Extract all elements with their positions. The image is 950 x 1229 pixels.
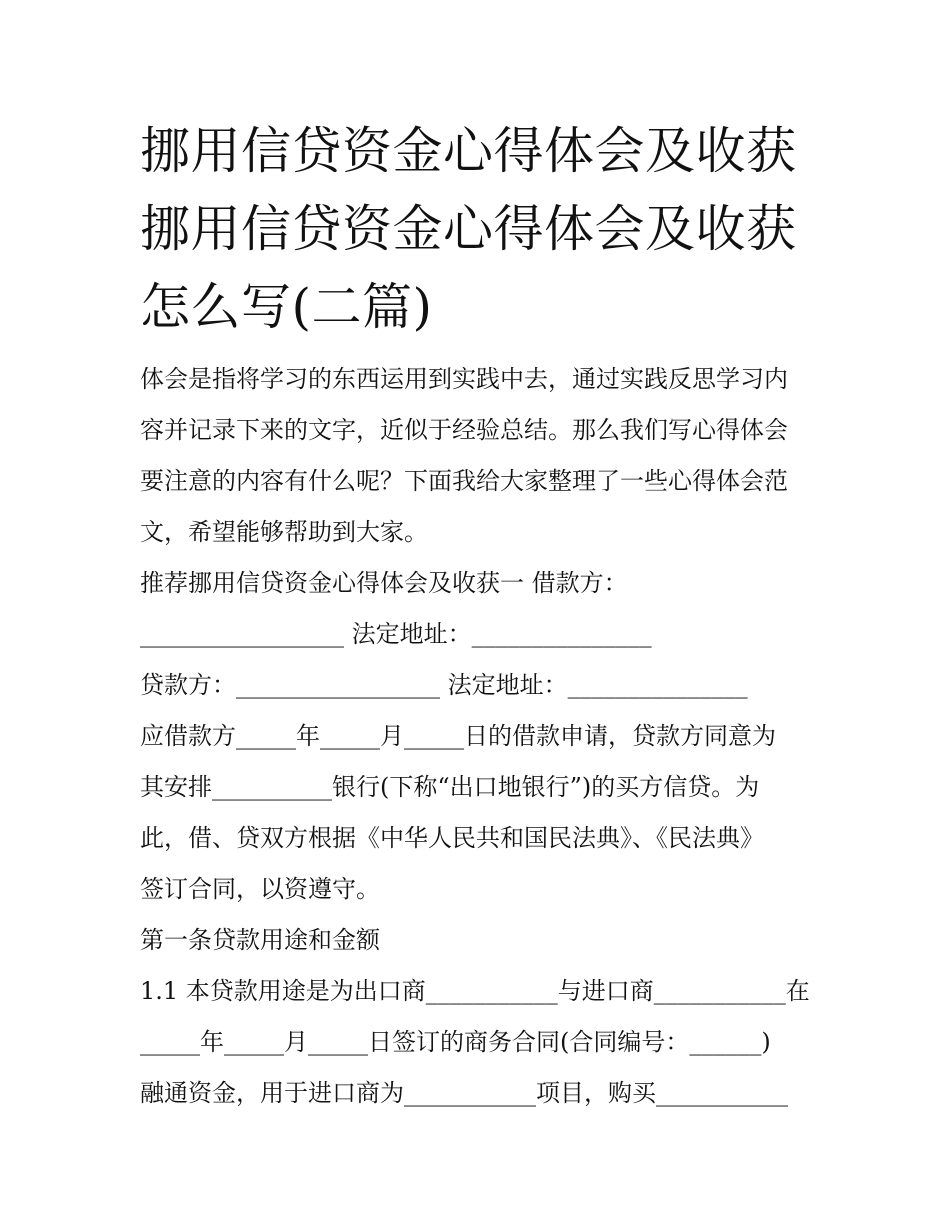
title-line: 怎么写(二篇) bbox=[140, 278, 433, 336]
intro-line: 文，希望能够帮助到大家。 bbox=[140, 518, 428, 546]
lender-line: 贷款方：_________________ 法定地址：_______________ bbox=[140, 671, 748, 699]
section-heading: 推荐挪用信贷资金心得体会及收获一 借款方： bbox=[140, 569, 628, 597]
contract-text-line: 此，借、贷双方根据《中华人民共和国民法典》、《民法典》 bbox=[140, 824, 764, 852]
article-heading: 第一条贷款用途和金额 bbox=[140, 926, 380, 954]
contract-text-line: 签订合同，以资遵守。 bbox=[140, 875, 380, 903]
borrower-address-line: _________________ 法定地址：_______________ bbox=[140, 620, 652, 648]
title-line: 挪用信贷资金心得体会及收获 bbox=[140, 122, 797, 180]
document-body bbox=[140, 354, 820, 1119]
title-line: 挪用信贷资金心得体会及收获 bbox=[140, 200, 797, 258]
clause-line: 1.1 本贷款用途是为出口商___________与进口商___________在 bbox=[140, 977, 810, 1005]
clause-line: 融通资金，用于进口商为___________项目，购买___________ bbox=[140, 1079, 788, 1107]
intro-line: 容并记录下来的文字，近似于经验总结。那么我们写心得体会 bbox=[140, 416, 788, 444]
clause-line: _____年_____月_____日签订的商务合同(合同编号：______) bbox=[140, 1028, 771, 1056]
contract-text-line: 其安排__________银行(下称“出口地银行”)的买方信贷。为 bbox=[140, 773, 760, 801]
document-title bbox=[140, 112, 840, 346]
intro-line: 要注意的内容有什么呢？下面我给大家整理了一些心得体会范 bbox=[140, 467, 788, 495]
intro-line: 体会是指将学习的东西运用到实践中去，通过实践反思学习内 bbox=[140, 365, 788, 393]
contract-text-line: 应借款方_____年_____月_____日的借款申请，贷款方同意为 bbox=[140, 722, 776, 750]
